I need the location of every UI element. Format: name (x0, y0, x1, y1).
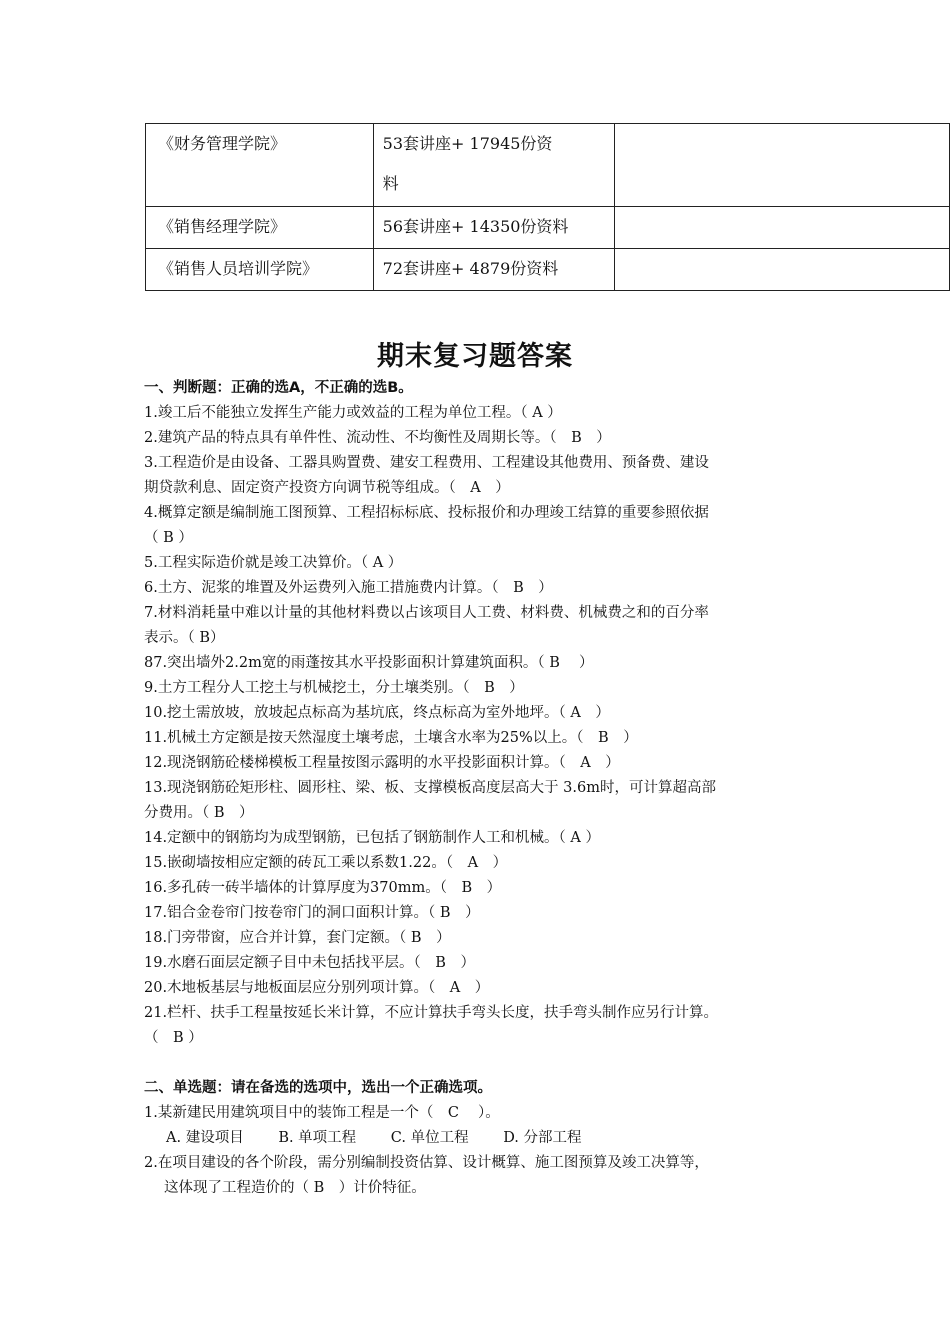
answer-line: 1.竣工后不能独立发挥生产能力或效益的工程为单位工程。（ A ） (144, 405, 562, 421)
page-title: 期末复习题答案 (377, 341, 573, 372)
table-row (146, 207, 950, 249)
answer-line: 7.材料消耗量中难以计量的其他材料费以占该项目人工费、材料费、机械费之和的百分率 (144, 605, 709, 621)
answer-line: 表示。（ B） (144, 630, 225, 646)
answer-line: （ B ） (144, 1030, 203, 1046)
content-line: 53套讲座+ 17945份资 (382, 134, 553, 153)
option-b: B. 单项工程 (278, 1130, 357, 1146)
section2-heading: 二、单选题：请在备选的选项中，选出一个正确选项。 (144, 1080, 492, 1096)
section1-heading: 一、判断题：正确的选A，不正确的选B。 (144, 380, 413, 396)
answer-line: 16.多孔砖一砖半墙体的计算厚度为370mm。（ B ） (144, 880, 502, 896)
answer-line: 13.现浇钢筋砼矩形柱、圆形柱、梁、板、支撑模板高度层高大于 3.6m时，可计算超高部 (144, 780, 716, 796)
table-cell-extra (615, 207, 950, 249)
table-cell-extra (615, 249, 950, 291)
answer-line: 14.定额中的钢筋均为成型钢筋，已包括了钢筋制作人工和机械。（ A ） (144, 830, 600, 846)
answer-line: 3.工程造价是由设备、工器具购置费、建安工程费用、工程建设其他费用、预备费、建设 (144, 455, 709, 471)
answer-line: 21.栏杆、扶手工程量按延长米计算，不应计算扶手弯头长度，扶手弯头制作应另行计算。 (144, 1005, 719, 1021)
answer-body (144, 376, 814, 1201)
answer-line: 15.嵌砌墙按相应定额的砖瓦工乘以系数1.22。（ A ） (144, 855, 508, 871)
answer-line: 87.突出墙外2.2m宽的雨蓬按其水平投影面积计算建筑面积。（ B ） (144, 655, 594, 671)
table-cell-extra (615, 124, 950, 207)
answer-line: 11.机械土方定额是按天然湿度土壤考虑，土壤含水率为25%以上。（ B ） (144, 730, 638, 746)
option-a: A. 建设项目 (166, 1130, 244, 1146)
answer-line: （ B ） (144, 530, 193, 546)
question-1-options (144, 1126, 814, 1151)
question-1: 1.某新建民用建筑项目中的装饰工程是一个（ C ）。 (144, 1105, 500, 1121)
question-2-line: 这体现了工程造价的（ B ）计价特征。 (164, 1180, 426, 1196)
table-cell-name: 《销售经理学院》 (146, 207, 374, 249)
answer-line: 6.土方、泥浆的堆置及外运费列入施工措施费内计算。（ B ） (144, 580, 553, 596)
spacer (144, 1051, 814, 1076)
answer-line: 17.铝合金卷帘门按卷帘门的洞口面积计算。（ B ） (144, 905, 480, 921)
answer-line: 10.挖土需放坡，放坡起点标高为基坑底，终点标高为室外地坪。（ A ） (144, 705, 610, 721)
answer-line: 4.概算定额是编制施工图预算、工程招标标底、投标报价和办理竣工结算的重要参照依据 (144, 505, 709, 521)
section1-list (144, 401, 814, 1051)
content-line: 料 (382, 174, 399, 193)
table-cell-content: 72套讲座+ 4879份资料 (373, 249, 615, 291)
answer-line: 19.水磨石面层定额子目中未包括找平层。（ B ） (144, 955, 475, 971)
answer-line: 分费用。（ B ） (144, 805, 254, 821)
table-cell-content (373, 124, 615, 207)
table-cell-name: 《销售人员培训学院》 (146, 249, 374, 291)
answer-line: 20.木地板基层与地板面层应分别列项计算。（ A ） (144, 980, 490, 996)
table-row (146, 249, 950, 291)
option-d: D. 分部工程 (503, 1130, 582, 1146)
answer-line: 9.土方工程分人工挖土与机械挖土，分土壤类别。（ B ） (144, 680, 524, 696)
answer-line: 期贷款利息、固定资产投资方向调节税等组成。（ A ） (144, 480, 510, 496)
resource-table (145, 123, 950, 291)
table-row (146, 124, 950, 207)
option-c: C. 单位工程 (390, 1130, 469, 1146)
answer-line: 5.工程实际造价就是竣工决算价。（ A ） (144, 555, 403, 571)
table-cell-content: 56套讲座+ 14350份资料 (373, 207, 615, 249)
answer-line: 18.门旁带窗，应合并计算，套门定额。（ B ） (144, 930, 451, 946)
table-cell-name: 《财务管理学院》 (146, 124, 374, 207)
answer-line: 12.现浇钢筋砼楼梯模板工程量按图示露明的水平投影面积计算。（ A ） (144, 755, 620, 771)
question-2-line: 2.在项目建设的各个阶段，需分别编制投资估算、设计概算、施工图预算及竣工决算等， (144, 1155, 709, 1171)
answer-line: 2.建筑产品的特点具有单件性、流动性、不均衡性及周期长等。（ B ） (144, 430, 611, 446)
